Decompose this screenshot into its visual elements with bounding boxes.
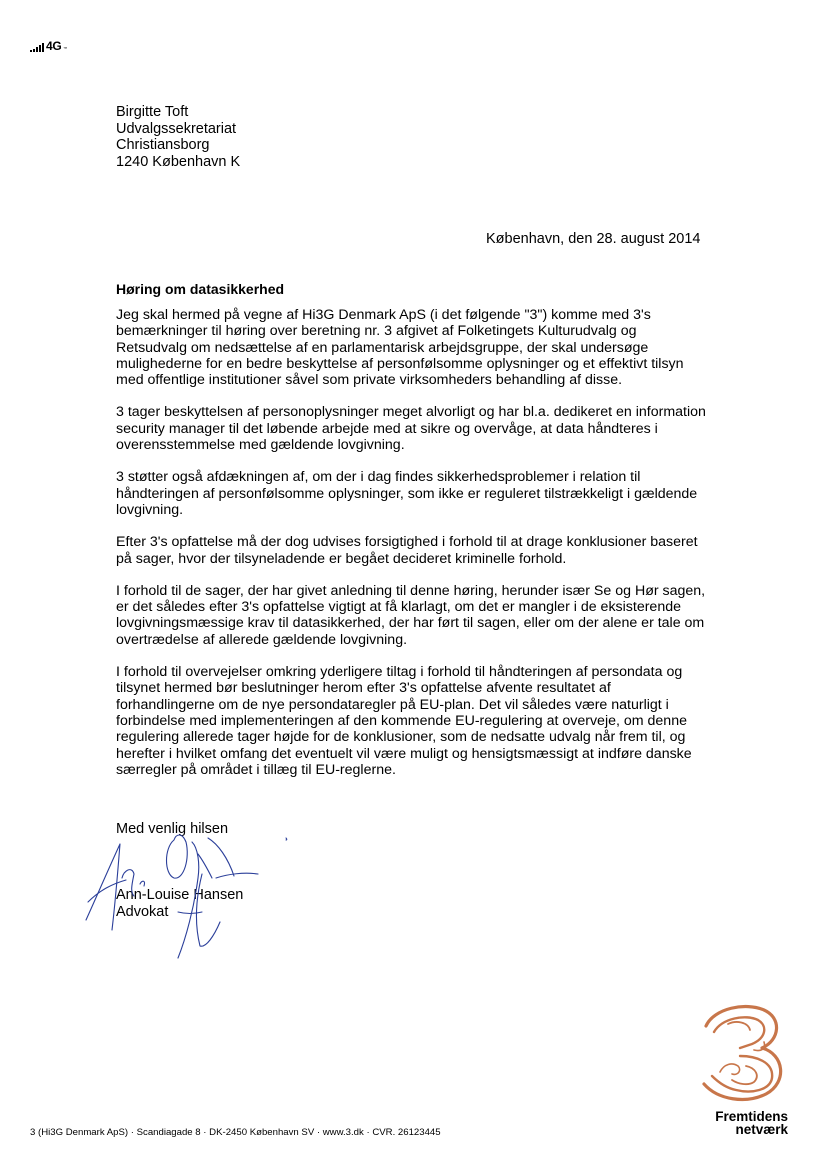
network-status <box>30 40 67 52</box>
trademark-mark: ™ <box>63 46 68 51</box>
body-paragraph: Jeg skal hermed på vegne af Hi3G Denmark ApS (i det følgende "3") komme med 3's bemærkninger til høring over beretning nr. 3 afgivet af Folketingets Kulturudvalg og Retsudvalg om nedsættelse af en parlamentarisk arbejdsgruppe, der skal undersøge mulighederne for en bedre beskyttelse af personfølsomme oplysninger og et effektivt tilsyn med offentlige institutioner såvel som private virksomheders behandling af disse. <box>116 307 684 389</box>
recipient-line: 1240 København K <box>116 153 241 170</box>
letter-date: København, den 28. august 2014 <box>486 231 701 247</box>
body-paragraph: I forhold til de sager, der har givet anledning til denne høring, herunder især Se og Hør sagen, er det således efter 3's opfattelse vigtigt at få klarlagt, om det er mangler i de eksisterende lovgivningsmæssige krav til datasikkerhed, der har ført til sagen, eller om der alene er tale om overtrædelse af allerede gældende lovgivning. <box>116 582 706 648</box>
recipient-line: Christiansborg <box>116 137 210 153</box>
body-paragraph: 3 tager beskyttelsen af personoplysninger meget alvorligt og har bl.a. dedikeret en information security manager til det løbende arbejde med at sikre og overvåge, at data håndteres i overensstemmelse med gældende lovgivning. <box>116 404 706 454</box>
signer-block <box>116 887 243 920</box>
body-paragraph: Efter 3's opfattelse må der dog udvises forsigtighed i forhold til at drage konklusioner baseret på sager, hvor der tilsyneladende er begået decideret kriminelle forhold. <box>116 534 698 567</box>
letter-body <box>116 307 706 794</box>
tagline-line: netværk <box>735 1122 788 1137</box>
tagline-line: Fremtidens <box>715 1109 788 1124</box>
signer-name: Ann-Louise Hansen <box>116 887 244 903</box>
body-paragraph: 3 støtter også afdækningen af, om der i dag findes sikkerhedsproblemer i relation til håndteringen af personfølsomme oplysninger, som ikke er reguleret tilstrækkeligt i gældende lovgivning. <box>116 469 698 518</box>
recipient-address <box>116 104 240 170</box>
company-footer: 3 (Hi3G Denmark ApS) · Scandiagade 8 · DK-2450 København SV · www.3.dk · CVR. 26123445 <box>30 1127 441 1138</box>
body-paragraph: I forhold til overvejelser omkring yderligere tiltag i forhold til håndteringen af persondata og tilsynet hermed bør beslutninger herom efter 3's opfattelse afvente resultatet af forhandlingerne om de nye persondataregler på EU-plan. Det vil således være naturligt i forbindelse med implementeringen af den kommende EU-regulering at overveje, om denne regulering allerede tager højde for de konklusioner, som de nedsatte udvalg når frem til, og herefter i hvilket omfang det eventuelt vil være muligt og hensigtsmæssigt at indføre danske særregler på området i tillæg til EU-reglerne. <box>116 664 692 778</box>
network-type-label: 4G <box>46 39 62 53</box>
signer-title: Advokat <box>116 903 169 920</box>
signal-bars-icon <box>30 42 44 52</box>
closing-salutation: Med venlig hilsen <box>116 821 229 837</box>
letter-subject: Høring om datasikkerhed <box>116 281 285 297</box>
recipient-line: Udvalgssekretariat <box>116 120 237 137</box>
three-logo-icon <box>692 1002 792 1102</box>
recipient-line: Birgitte Toft <box>116 104 189 120</box>
brand-tagline <box>688 1110 788 1136</box>
